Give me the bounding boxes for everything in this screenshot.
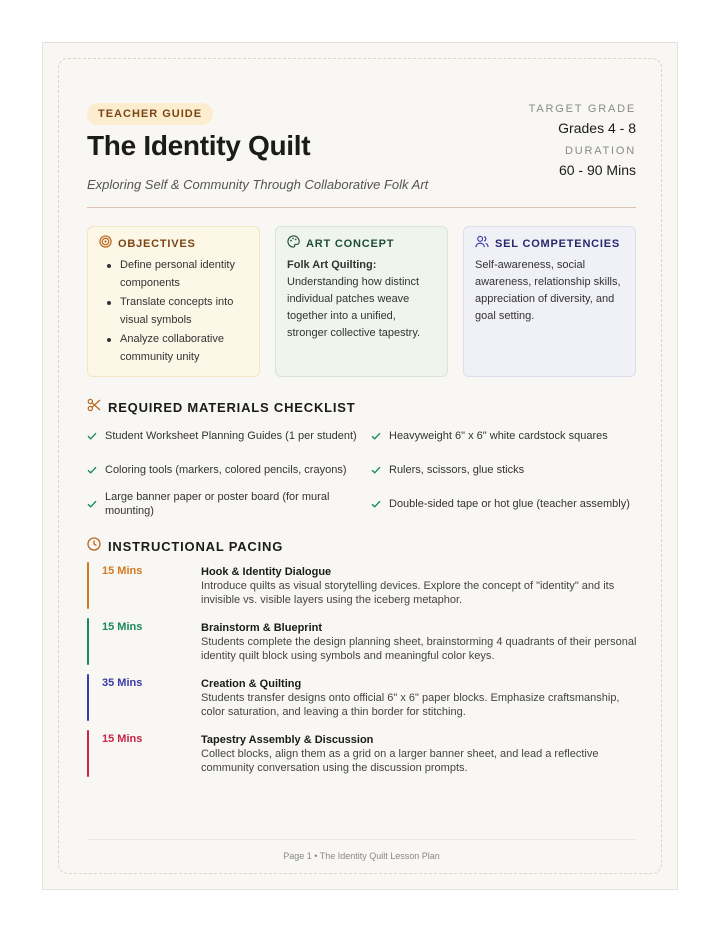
art-concept-lead: Folk Art Quilting: bbox=[287, 259, 377, 271]
content bbox=[87, 87, 637, 861]
check-icon bbox=[371, 432, 381, 440]
list-item bbox=[87, 490, 371, 518]
step-title: Tapestry Assembly & Discussion bbox=[201, 734, 374, 746]
step-description: Collect blocks, align them as a grid on a larger banner sheet, and lead a reflective community conversation using the discussion prompts. bbox=[201, 748, 599, 774]
grade-value: Grades 4 - 8 bbox=[558, 120, 636, 136]
pacing-step bbox=[87, 730, 636, 777]
sel-title: SEL COMPETENCIES bbox=[495, 238, 621, 250]
footer-divider bbox=[87, 839, 636, 840]
meta-block bbox=[529, 103, 636, 187]
materials-list bbox=[87, 422, 636, 518]
check-icon bbox=[87, 466, 97, 474]
sel-text: Self-awareness, social awareness, relationship skills, appreciation of diversity, and goal setting. bbox=[475, 259, 621, 322]
list-item: Translate concepts into visual symbols bbox=[99, 294, 249, 329]
pacing-step bbox=[87, 618, 636, 665]
check-icon bbox=[87, 500, 97, 508]
material-text: Coloring tools (markers, colored pencils, crayons) bbox=[105, 464, 347, 476]
step-description: Students transfer designs onto official 6" x 6" paper blocks. Emphasize craftsmanship, color saturation, and leaving a thin border for stitching. bbox=[201, 692, 620, 718]
material-text: Heavyweight 6" x 6" white cardstock squares bbox=[389, 430, 608, 442]
list-item bbox=[371, 422, 636, 450]
pacing-list bbox=[87, 562, 636, 777]
list-item: Define personal identity components bbox=[99, 257, 249, 292]
art-concept-text bbox=[287, 257, 437, 342]
page-title: The Identity Quilt bbox=[87, 130, 311, 161]
sel-card bbox=[463, 226, 636, 377]
step-time: 35 Mins bbox=[102, 677, 143, 689]
teacher-guide-badge: TEACHER GUIDE bbox=[87, 103, 213, 125]
scissors-icon bbox=[87, 398, 101, 417]
dashed-frame bbox=[58, 58, 662, 874]
clock-icon bbox=[87, 537, 101, 556]
page-subtitle: Exploring Self & Community Through Collaborative Folk Art bbox=[87, 177, 429, 192]
target-icon bbox=[99, 235, 112, 253]
art-concept-title: ART CONCEPT bbox=[306, 238, 395, 250]
step-time: 15 Mins bbox=[102, 621, 143, 633]
objectives-title: OBJECTIVES bbox=[118, 238, 196, 250]
materials-section bbox=[87, 399, 636, 518]
step-title: Creation & Quilting bbox=[201, 678, 302, 690]
step-description: Students complete the design planning sheet, brainstorming 4 quadrants of their personal identity quilt block using symbols and meaningful color keys. bbox=[201, 636, 637, 662]
info-cards bbox=[87, 226, 636, 377]
users-icon bbox=[475, 235, 489, 253]
step-description: Introduce quilts as visual storytelling devices. Explore the concept of "identity" and its invisible vs. visible layers using the iceberg metaphor. bbox=[201, 580, 615, 606]
palette-icon bbox=[287, 235, 300, 253]
step-accent-bar bbox=[87, 730, 89, 777]
list-item bbox=[87, 422, 371, 450]
material-text: Rulers, scissors, glue sticks bbox=[389, 464, 525, 476]
art-concept-card bbox=[275, 226, 448, 377]
objectives-list bbox=[99, 257, 249, 366]
pacing-step bbox=[87, 562, 636, 609]
step-title: Brainstorm & Blueprint bbox=[201, 622, 323, 634]
step-accent-bar bbox=[87, 674, 89, 721]
list-item: Analyze collaborative community unity bbox=[99, 331, 249, 366]
pacing-title: INSTRUCTIONAL PACING bbox=[108, 538, 284, 554]
material-text: Large banner paper or poster board (for mural mounting) bbox=[105, 491, 330, 517]
step-time: 15 Mins bbox=[102, 565, 143, 577]
list-item bbox=[371, 490, 636, 518]
grade-label: TARGET GRADE bbox=[528, 103, 636, 115]
header bbox=[87, 87, 636, 223]
list-item bbox=[87, 456, 371, 484]
objectives-card bbox=[87, 226, 260, 377]
pacing-section bbox=[87, 538, 636, 777]
pacing-step bbox=[87, 674, 636, 721]
check-icon bbox=[87, 432, 97, 440]
step-accent-bar bbox=[87, 618, 89, 665]
material-text: Double-sided tape or hot glue (teacher assembly) bbox=[389, 498, 630, 510]
step-accent-bar bbox=[87, 562, 89, 609]
material-text: Student Worksheet Planning Guides (1 per student) bbox=[105, 430, 357, 442]
duration-value: 60 - 90 Mins bbox=[558, 162, 636, 178]
list-item bbox=[371, 456, 636, 484]
check-icon bbox=[371, 500, 381, 508]
step-title: Hook & Identity Dialogue bbox=[201, 566, 332, 578]
page-footer: Page 1 • The Identity Quilt Lesson Plan bbox=[283, 851, 440, 861]
duration-label: DURATION bbox=[564, 145, 636, 157]
check-icon bbox=[371, 466, 381, 474]
step-time: 15 Mins bbox=[102, 733, 143, 745]
art-concept-body: Understanding how distinct individual patches weave together into a unified, stronger collective tapestry. bbox=[287, 276, 421, 339]
page bbox=[42, 42, 678, 890]
materials-title: REQUIRED MATERIALS CHECKLIST bbox=[108, 399, 356, 415]
header-divider bbox=[87, 207, 636, 208]
